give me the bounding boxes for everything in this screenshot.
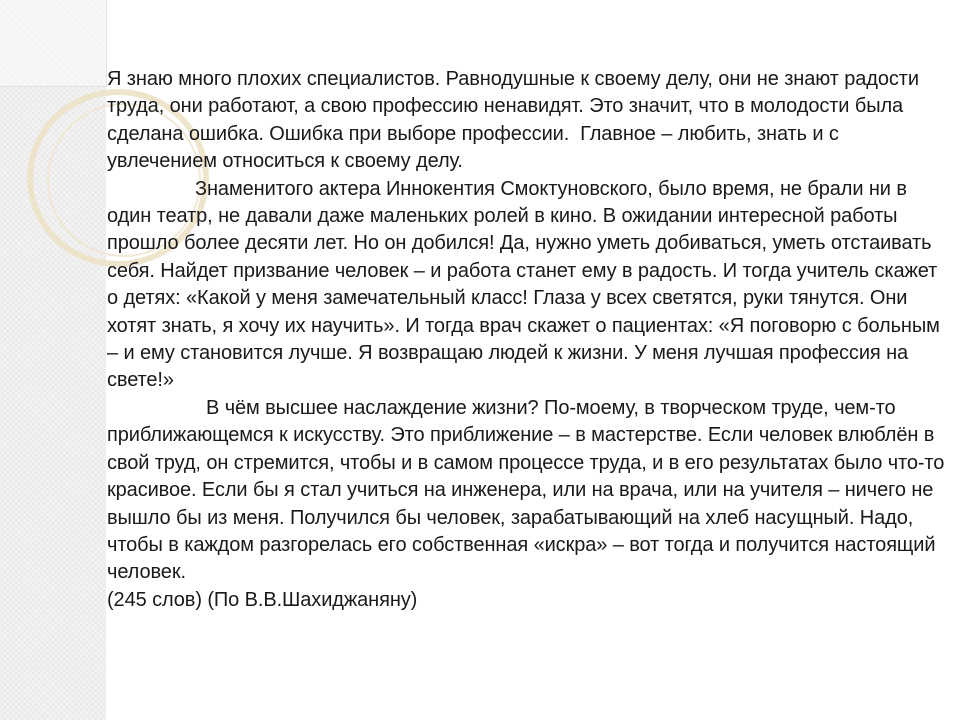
decorative-top-panel [0, 0, 107, 87]
word-count-attribution: (245 слов) (По В.В.Шахиджаняну) [107, 588, 418, 611]
text-body [107, 66, 950, 614]
paragraph-1: Я знаю много плохих специалистов. Равнодушные к своему делу, они не знают радости труда, они работают, а свою профессию ненавидят. Это значит, что в молодости была сделана ошибка. Ошибка при выборе профессии. Главное – любить, знать и с увлечением относиться к своему делу. [107, 68, 925, 173]
paragraph-3: В чём высшее наслаждение жизни? По-моему, в творческом труде, чем-то приближающемся к искусству. Это приближение – в мастерстве. Если человек влюблён в свой труд, он стремится, чтобы и в самом процессе труда, и в его результатах было что-то красивое. Если бы я стал учиться на инженера, или на врача, или на учителя – ничего не вышло бы из меня. Получился бы человек, зарабатывающий на хлеб насущный. Надо, чтобы в каждом разгорелась его собственная «искра» – вот тогда и получится настоящий человек. [107, 396, 950, 584]
paragraph-2: Знаменитого актера Иннокентия Смоктуновского, было время, не брали ни в один театр, не давали даже маленьких ролей в кино. В ожидании интересной работы прошло более десяти лет. Но он добился! Да, нужно уметь добиваться, уметь отстаивать себя. Найдет призвание человек – и работа станет ему в радость. И тогда учитель скажет о детях: «Какой у меня замечательный класс! Глаза у всех светятся, руки тянутся. Они хотят знать, я хочу их научить». И тогда врач скажет о пациентах: «Я поговорю с больным – и ему становится лучше. Я возвращаю людей к жизни. У меня лучшая профессия на свете!» [107, 177, 946, 392]
decorative-texture-strip [0, 0, 106, 720]
